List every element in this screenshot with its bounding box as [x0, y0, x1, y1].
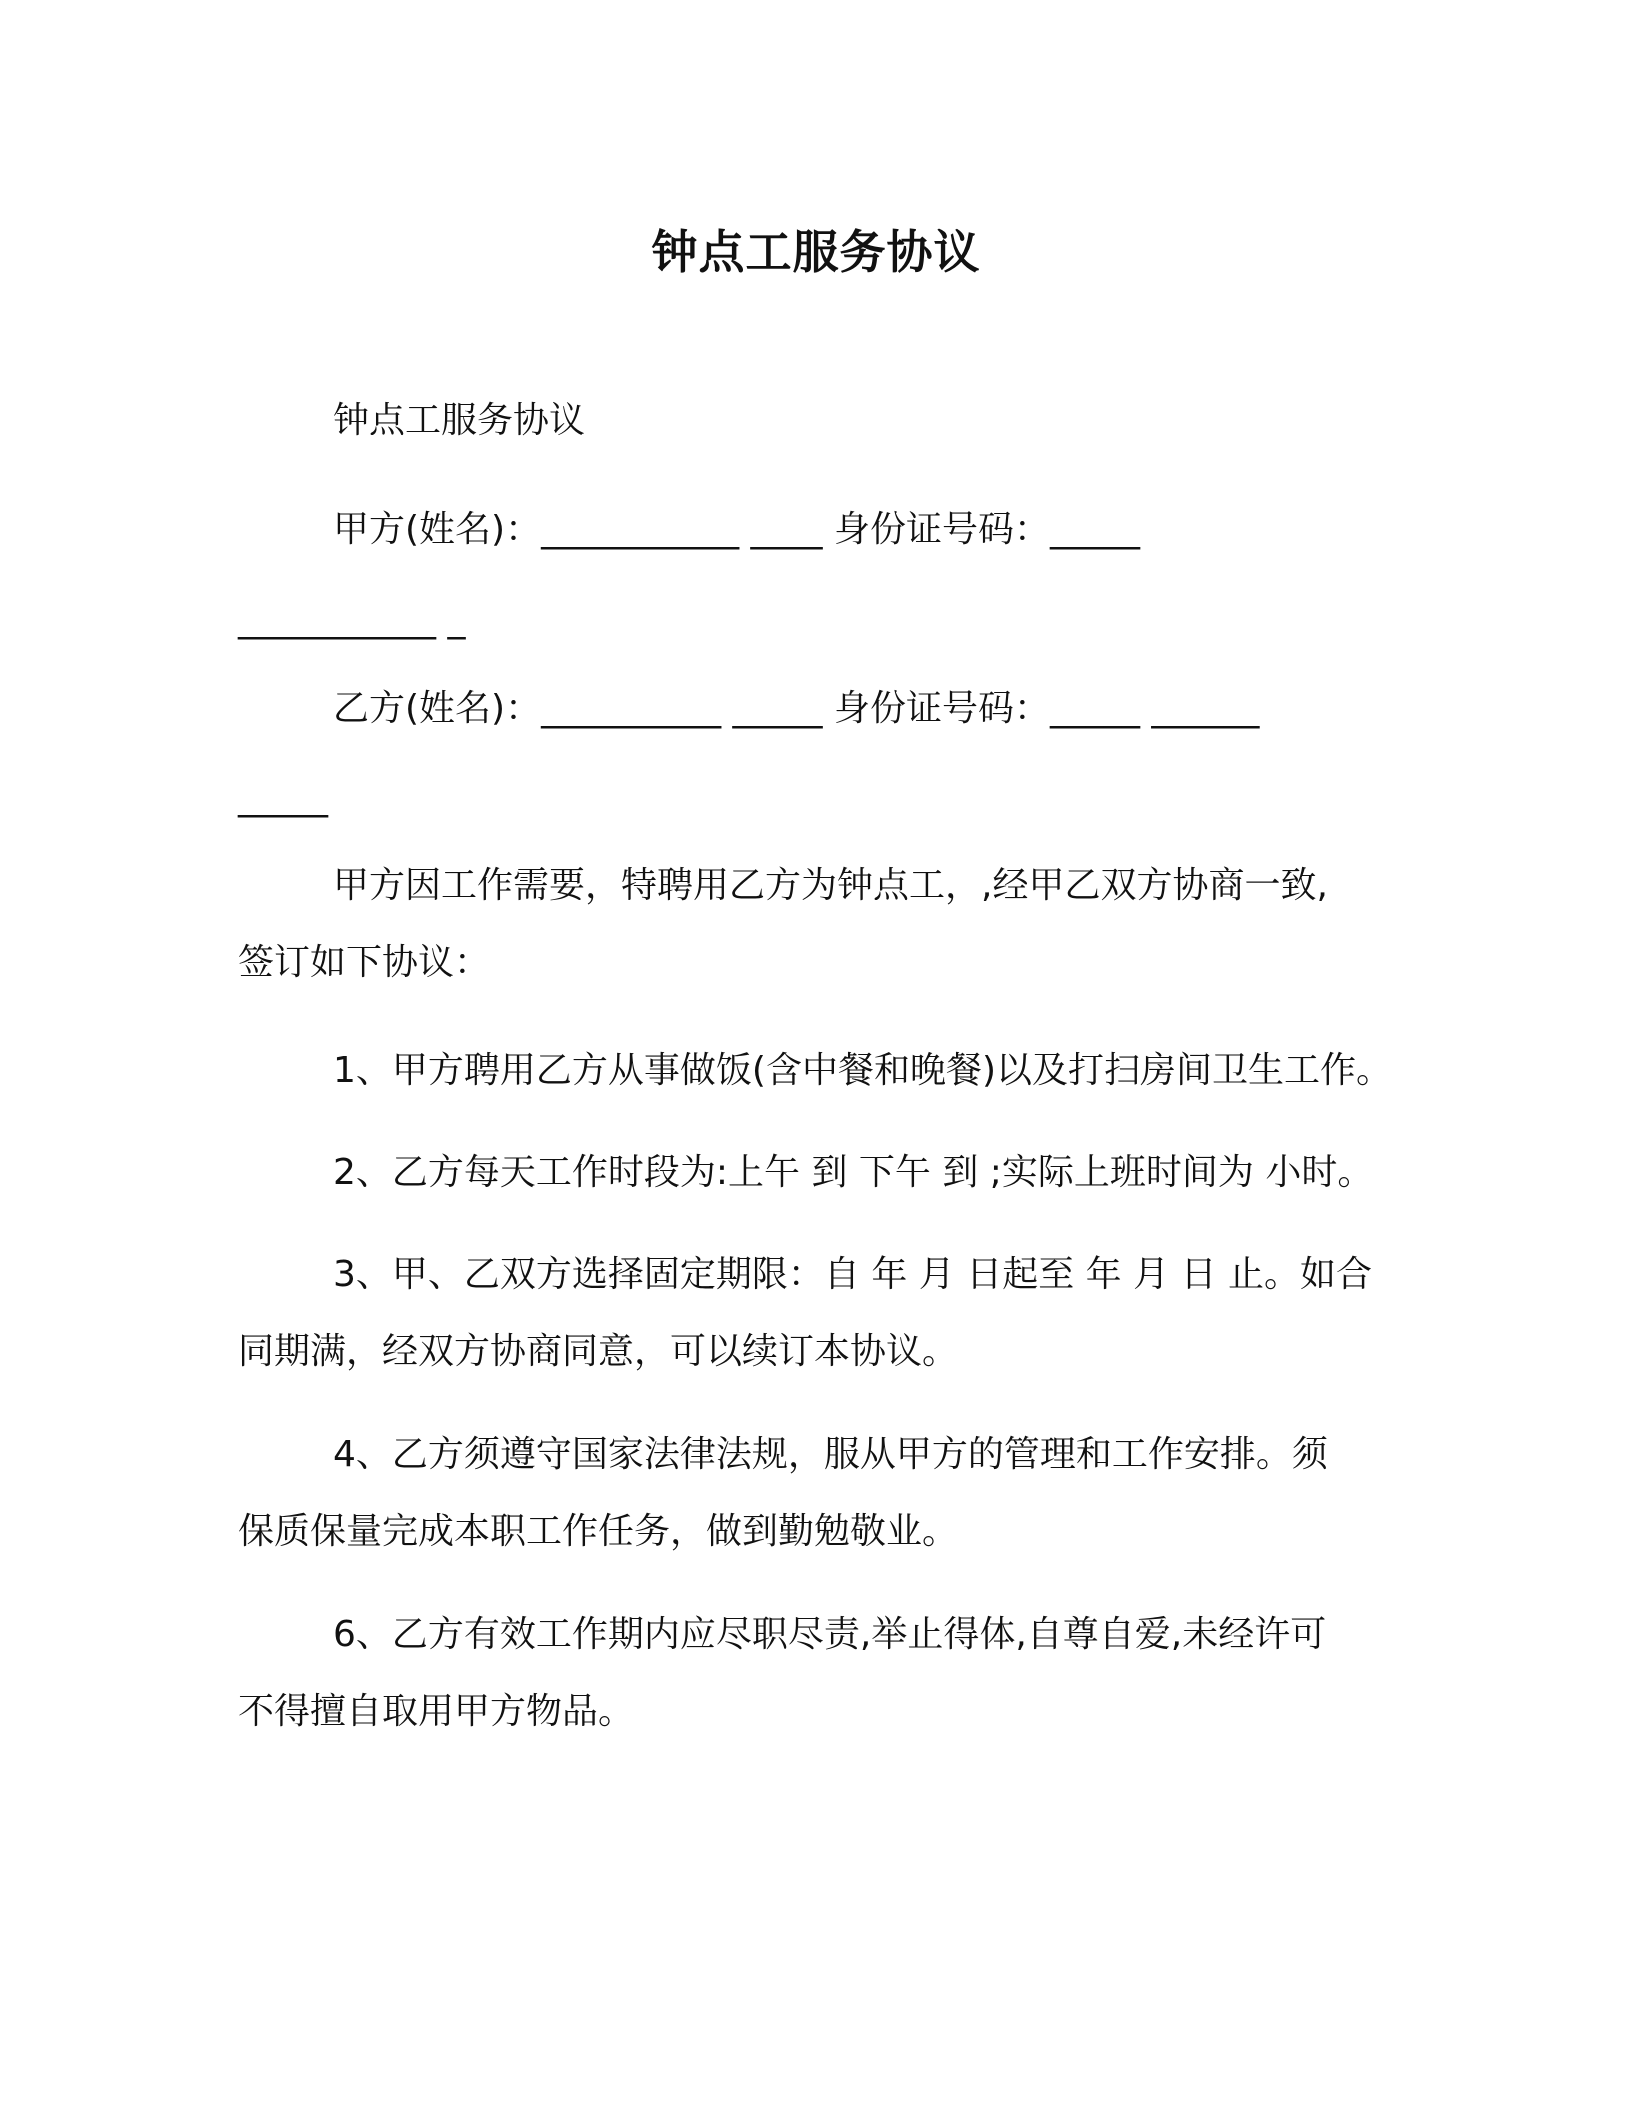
clause-2: 2、乙方每天工作时段为:上午 到 下午 到 ;实际上班时间为 小时。	[333, 1152, 1374, 1193]
party-b-line-2: _____	[238, 777, 328, 818]
clause-4-line-1: 4、乙方须遵守国家法律法规，服从甲方的管理和工作安排。须	[333, 1434, 1328, 1475]
clause-1: 1、甲方聘用乙方从事做饭(含中餐和晚餐)以及打扫房间卫生工作。	[333, 1050, 1392, 1091]
intro-line-1: 甲方因工作需要，特聘用乙方为钟点工，,经甲乙双方协商一致,	[333, 865, 1328, 906]
clause-3-line-2: 同期满，经双方协商同意，可以续订本协议。	[238, 1331, 959, 1372]
clause-6-line-1: 6、乙方有效工作期内应尽职尽责,举止得体,自尊自爱,未经许可	[333, 1614, 1327, 1655]
party-a-line-1: 甲方(姓名)：___________ ____ 身份证号码：_____	[333, 509, 1140, 550]
clause-4-line-2: 保质保量完成本职工作任务，做到勤勉敬业。	[238, 1511, 959, 1552]
intro-line-2: 签订如下协议：	[238, 942, 491, 983]
party-b-line-1: 乙方(姓名)：__________ _____ 身份证号码：_____ ______	[333, 688, 1260, 729]
party-a-line-2: ___________ _	[238, 599, 466, 640]
document-title: 钟点工服务协议	[651, 225, 981, 279]
clause-3-line-1: 3、甲、乙双方选择固定期限：自 年 月 日起至 年 月 日 止。如合	[333, 1254, 1373, 1295]
clause-6-line-2: 不得擅自取用甲方物品。	[238, 1691, 635, 1732]
document-subtitle: 钟点工服务协议	[333, 400, 586, 441]
